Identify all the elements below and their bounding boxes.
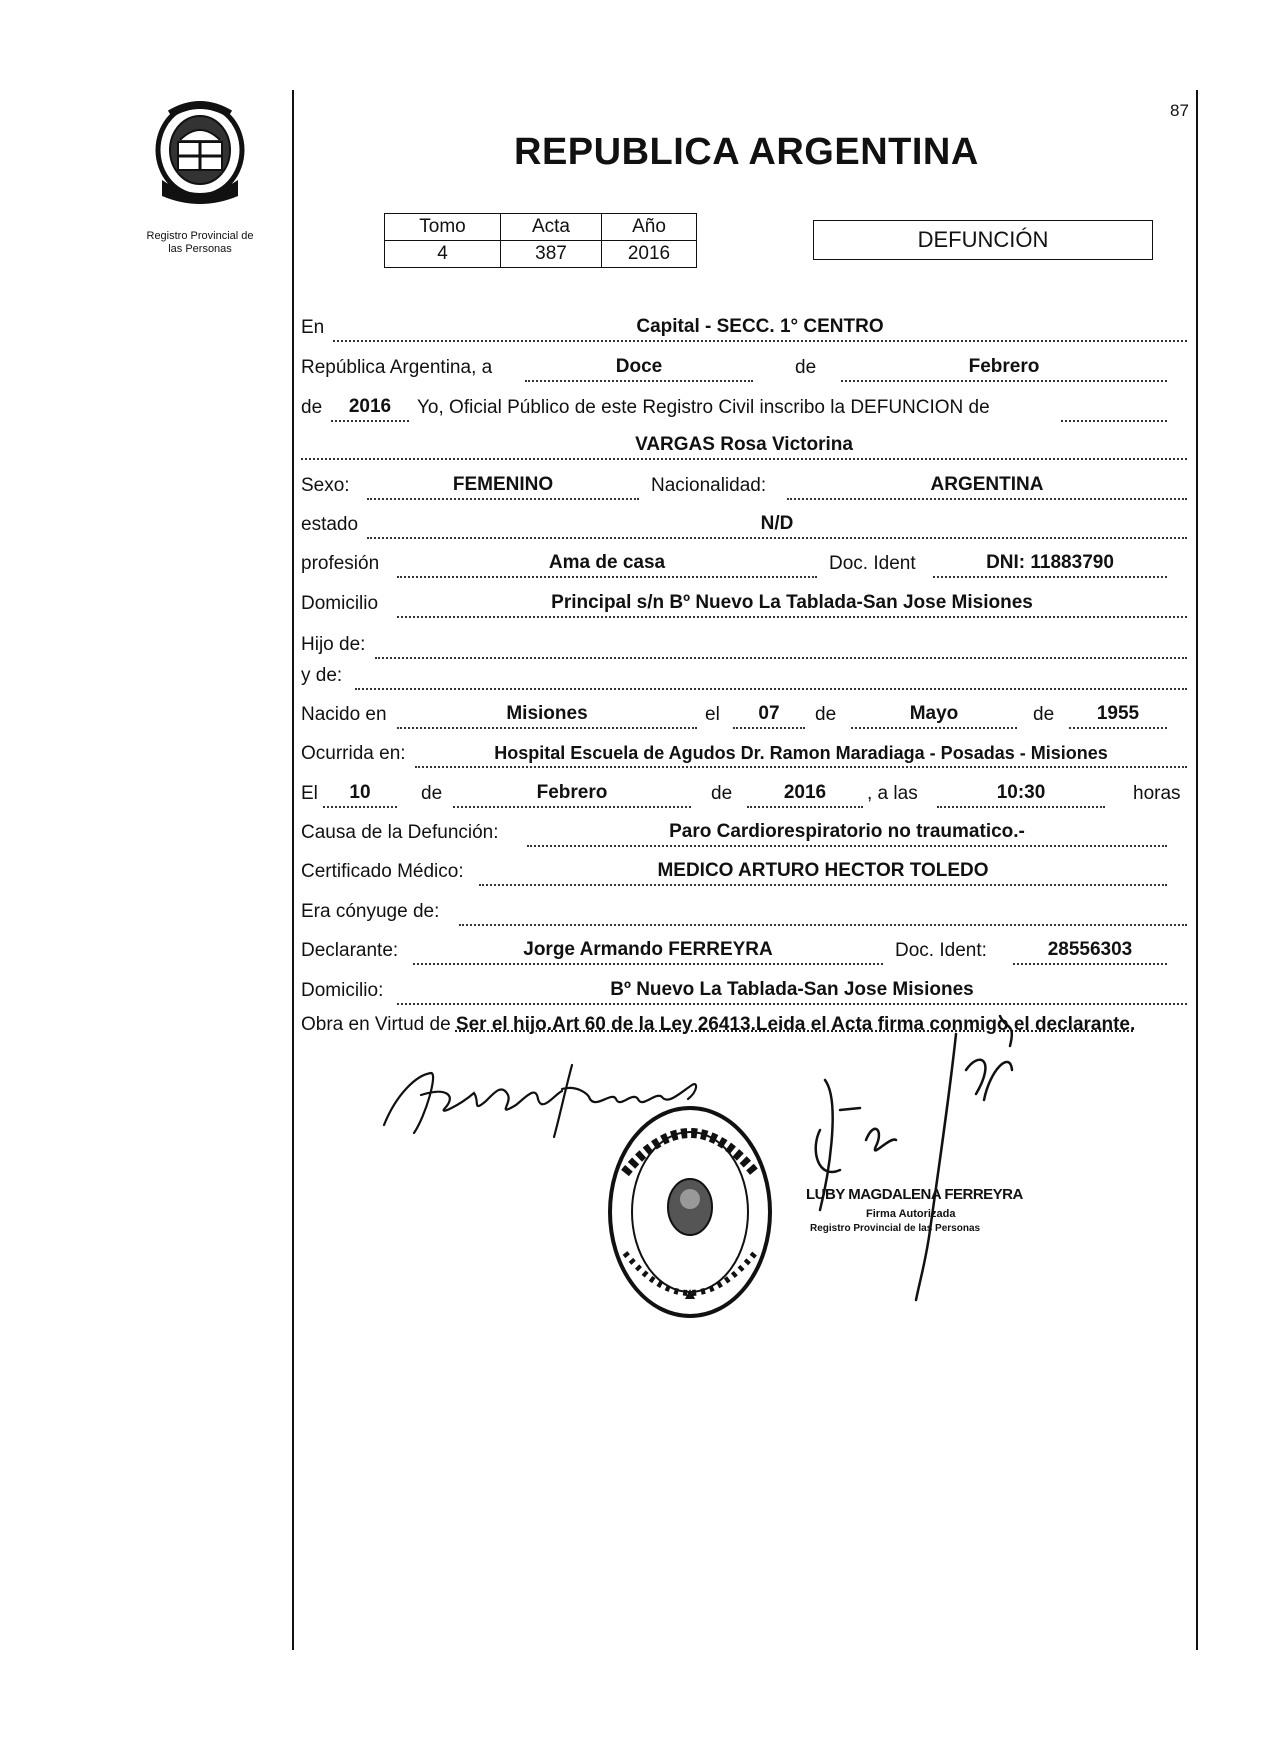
- nac-anio-field: 1955: [1069, 703, 1167, 729]
- de4-label: de: [1033, 704, 1055, 725]
- row-estado: [301, 506, 1187, 542]
- record-type-box: DEFUNCIÓN: [813, 220, 1153, 260]
- profesion-label: profesión: [301, 553, 380, 574]
- obra-label: Obra en Virtud de: [301, 1014, 451, 1035]
- row-nacido: [301, 696, 1187, 732]
- header-tomo: Tomo: [385, 214, 501, 241]
- de3-label: de: [815, 704, 837, 725]
- province-logo: [150, 100, 250, 212]
- doc-field: DNI: 11883790: [933, 552, 1167, 578]
- row-conyuge: [301, 893, 1187, 929]
- certificado-field: MEDICO ARTURO HECTOR TOLEDO: [479, 860, 1167, 886]
- nacido-label: Nacido en: [301, 704, 387, 725]
- doc-label: Doc. Ident: [829, 553, 916, 574]
- official-seal: [605, 1103, 775, 1321]
- certificado-label: Certificado Médico:: [301, 861, 464, 882]
- def-hora-field: 10:30: [937, 782, 1105, 808]
- row-lugar: [301, 309, 1187, 345]
- page-number: 87: [1170, 101, 1189, 120]
- inscribo-text: Yo, Oficial Público de este Registro Civil inscribo la DEFUNCION de: [417, 397, 990, 418]
- nac-dia-field: 07: [733, 703, 805, 729]
- yde-field: [355, 664, 1187, 690]
- def-anio-field: 2016: [747, 782, 863, 808]
- estado-field: N/D: [367, 513, 1187, 539]
- hijo-label: Hijo de:: [301, 634, 366, 655]
- estado-label: estado: [301, 514, 359, 535]
- row-domicilio-declarante: [301, 972, 1187, 1008]
- fallecido-field: VARGAS Rosa Victorina: [301, 434, 1187, 460]
- header-acta: Acta: [501, 214, 602, 241]
- declarante-field: Jorge Armando FERREYRA: [413, 939, 883, 965]
- header-anio: Año: [602, 214, 697, 241]
- domicilio2-field: Bº Nuevo La Tablada-San Jose Misiones: [397, 979, 1187, 1005]
- value-tomo: 4: [385, 241, 501, 268]
- sexo-label: Sexo:: [301, 475, 350, 496]
- right-margin-line: [1196, 90, 1198, 1650]
- causa-field: Paro Cardiorespiratorio no traumatico.-: [527, 821, 1167, 847]
- left-margin-line: [292, 90, 294, 1650]
- de2-label: de: [301, 397, 323, 418]
- row-domicilio: [301, 585, 1187, 621]
- dia-letras-field: Doce: [525, 356, 753, 382]
- en-label: En: [301, 317, 325, 338]
- value-anio: 2016: [602, 241, 697, 268]
- sexo-field: FEMENINO: [367, 474, 639, 500]
- obra-text: Ser el hijo.Art 60 de la Ley 26413.Leida el Acta firma conmigo el declarante.: [455, 1014, 1136, 1035]
- ocurrida-field: Hospital Escuela de Agudos Dr. Ramon Maradiaga - Posadas - Misiones: [415, 742, 1187, 768]
- row-inscribo: [301, 389, 1187, 425]
- de5-label: de: [421, 783, 443, 804]
- nacido-lugar-field: Misiones: [397, 703, 697, 729]
- domicilio-field: Principal s/n Bº Nuevo La Tablada-San Jose Misiones: [397, 592, 1187, 618]
- doc2-label: Doc. Ident:: [895, 940, 987, 961]
- nacionalidad-label: Nacionalidad:: [651, 475, 767, 496]
- row-fecha-defuncion: [301, 775, 1187, 811]
- yde-label: y de:: [301, 665, 343, 686]
- el-label: el: [705, 704, 720, 725]
- nac-mes-field: Mayo: [851, 703, 1017, 729]
- conyuge-field: [459, 900, 1187, 926]
- mes-field: Febrero: [841, 356, 1167, 382]
- profesion-field: Ama de casa: [397, 552, 817, 578]
- doc2-field: 28556303: [1013, 939, 1167, 965]
- row-certificado: [301, 853, 1187, 889]
- official-role-1: Firma Autorizada: [866, 1208, 956, 1220]
- inscribo-tail: [1061, 396, 1167, 422]
- de6-label: de: [711, 783, 733, 804]
- page-title: REPUBLICA ARGENTINA: [514, 131, 979, 173]
- ocurrida-label: Ocurrida en:: [301, 743, 406, 764]
- row-fecha-inscripcion: [301, 349, 1187, 385]
- official-name: LUBY MAGDALENA FERREYRA: [806, 1186, 1023, 1203]
- row-profesion: [301, 545, 1187, 581]
- row-fallecido: [301, 427, 1187, 463]
- nacionalidad-field: ARGENTINA: [787, 474, 1187, 500]
- declarante-label: Declarante:: [301, 940, 399, 961]
- row-sexo: [301, 467, 1187, 503]
- anio-field: 2016: [331, 396, 409, 422]
- lugar-field: Capital - SECC. 1° CENTRO: [333, 316, 1187, 342]
- El-label: El: [301, 783, 318, 804]
- official-role-2: Registro Provincial de las Personas: [810, 1223, 981, 1234]
- de-label: de: [795, 357, 817, 378]
- hijo-field: [375, 633, 1187, 659]
- record-table: [384, 213, 697, 268]
- row-causa: [301, 814, 1187, 850]
- def-mes-field: Febrero: [453, 782, 691, 808]
- record-table-header: [385, 214, 697, 241]
- row-declarante: [301, 932, 1187, 968]
- logo-caption: Registro Provincial de las Personas: [146, 230, 254, 255]
- official-signature: [780, 1010, 1080, 1310]
- row-ocurrida: [301, 735, 1187, 771]
- horas-label: horas: [1133, 783, 1181, 804]
- domicilio-label: Domicilio: [301, 593, 379, 614]
- causa-label: Causa de la Defunción:: [301, 822, 499, 843]
- row-yde: [301, 657, 1187, 693]
- record-table-values: [385, 241, 697, 268]
- domicilio2-label: Domicilio:: [301, 980, 384, 1001]
- conyuge-label: Era cónyuge de:: [301, 901, 440, 922]
- value-acta: 387: [501, 241, 602, 268]
- alas-label: , a las: [867, 783, 918, 804]
- def-dia-field: 10: [323, 782, 397, 808]
- republica-label: República Argentina, a: [301, 357, 493, 378]
